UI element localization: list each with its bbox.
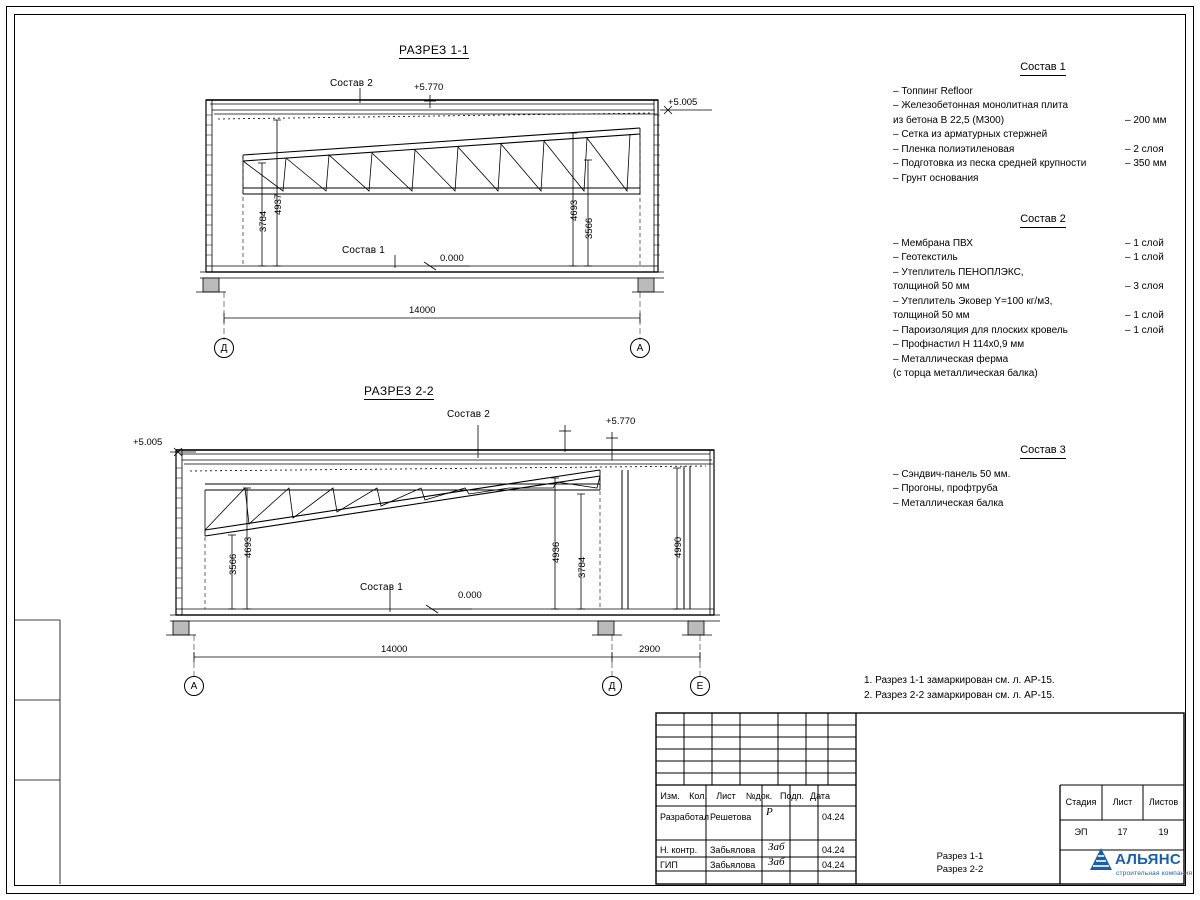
note-2: 2. Разрез 2‑2 замаркирован см. л. АР‑15.: [864, 690, 1055, 701]
axis-mark-d-s1: Д: [214, 338, 234, 358]
dim-4990-s2: 4990: [673, 536, 684, 558]
callout-composition-2-s1: Состав 2: [330, 78, 374, 89]
company-name: АЛЬЯНС: [1115, 851, 1181, 868]
note-1: 1. Разрез 1‑1 замаркирован см. л. АР‑15.: [864, 675, 1055, 686]
level-5770-s2: +5.770: [606, 416, 636, 427]
tb-name-1: Забьялова: [710, 845, 756, 855]
tb-header-kol: Кол.: [689, 791, 707, 801]
tb-signature-1: Заб: [768, 841, 785, 853]
dim-2900-s2: 2900: [639, 644, 661, 655]
company-tagline: строительная компания: [1116, 870, 1193, 877]
spec-composition-2: Состав 2 – Мембрана ПВХ – 1 слой – Геотекстиль – 1 слой – Утеплитель ПЕНОПЛЭКС, толщиной 50 мм – 3 слоя – Утеплитель Эковер Y=100 кг/м3, толщиной 50 мм – 1 слой – Пароизоляция для плоских кровель – 1 слой – Профнастил Н 114х0,9 мм – Металлическая ферма (с торца металлическая балка): [893, 213, 1164, 379]
tb-header-list: Лист: [716, 791, 736, 801]
level-5005-s2: +5.005: [133, 437, 163, 448]
tb-header-data: Дата: [810, 791, 830, 801]
tb-header-izm: Изм.: [660, 791, 680, 801]
spec-composition-3: Состав 3 – Сэндвич‑панель 50 мм. – Прогоны, профтруба – Металлическая балка: [893, 444, 1066, 509]
tb-signature-2: Заб: [768, 856, 785, 868]
level-5770-s1: +5.770: [414, 82, 444, 93]
axis-mark-e-s2: Е: [690, 676, 710, 696]
tb-role-1: Н. контр.: [660, 845, 698, 855]
tb-name-0: Решетова: [710, 812, 752, 822]
tb-role-2: ГИП: [660, 860, 678, 870]
section-1-1-title: РАЗРЕЗ 1‑1: [399, 43, 469, 57]
callout-composition-2-s2: Состав 2: [447, 409, 491, 420]
dim-3784-s2: 3784: [577, 556, 588, 578]
tb-date-1: 04.24: [822, 845, 845, 855]
tb-sheet-header: Лист: [1112, 797, 1133, 807]
axis-mark-a-s1: А: [630, 338, 650, 358]
tb-stage-value: ЭП: [1074, 827, 1088, 837]
level-0000-s2: 0.000: [458, 590, 482, 601]
dim-3566-s2: 3566: [228, 553, 239, 575]
dim-3566-s1: 3566: [584, 217, 595, 239]
callout-composition-1-s1: Состав 1: [342, 245, 386, 256]
tb-stage-header: Стадия: [1065, 797, 1097, 807]
axis-mark-a-s2: А: [184, 676, 204, 696]
tb-sheet-value: 17: [1117, 827, 1128, 837]
level-5005-s1: +5.005: [668, 97, 698, 108]
dim-3784-s1: 3784: [258, 210, 269, 232]
callout-composition-1-s2: Состав 1: [360, 582, 404, 593]
level-0000-s1: 0.000: [440, 253, 464, 264]
tb-drawing-title-2: Разрез 2‑2: [936, 864, 984, 875]
tb-date-0: 04.24: [822, 812, 845, 822]
tb-signature-0: Р: [766, 806, 773, 818]
general-notes: [864, 673, 1055, 703]
tb-sheets-header: Листов: [1148, 797, 1179, 807]
section-2-2-title: РАЗРЕЗ 2‑2: [364, 384, 434, 398]
tb-sheets-value: 19: [1158, 827, 1169, 837]
dim-14000-s2: 14000: [381, 644, 408, 655]
tb-role-0: Разработал: [660, 812, 709, 822]
dim-4937-s1: 4937: [273, 193, 284, 215]
tb-header-podp: Подп.: [780, 791, 804, 801]
tb-date-2: 04.24: [822, 860, 845, 870]
dim-4693-s2: 4693: [243, 536, 254, 558]
spec-composition-1: Состав 1 – Топпинг Refloor – Железобетонная монолитная плита из бетона В 22,5 (М300) – 200 мм – Сетка из арматурных стержней – Пленка полиэтиленовая – 2 слоя – Подготовка из песка средней крупности – 350 мм – Грунт основания: [893, 61, 1167, 184]
tb-drawing-title-1: Разрез 1‑1: [936, 851, 984, 862]
dim-4693-s1: 4693: [569, 199, 580, 221]
dim-14000-s1: 14000: [409, 305, 436, 316]
dim-4936-s2: 4936: [551, 541, 562, 563]
tb-header-ndok: №док.: [745, 791, 773, 801]
tb-name-2: Забьялова: [710, 860, 756, 870]
axis-mark-d-s2: Д: [602, 676, 622, 696]
